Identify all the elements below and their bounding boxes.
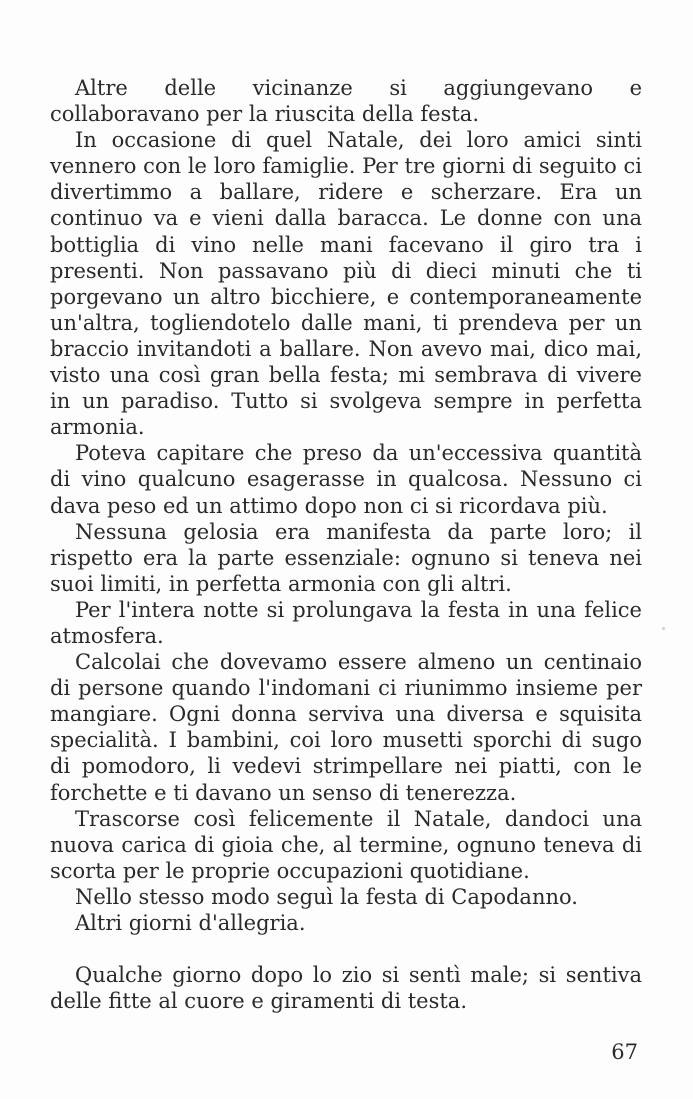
paragraph: Nessuna gelosia era manifesta da parte loro; il rispetto era la parte essenziale: ognuno si teneva nei suoi limiti, in perfetta armonia con gli altri. bbox=[50, 519, 642, 596]
paragraph: In occasione di quel Natale, dei loro amici sinti vennero con le loro famiglie. Per tre giorni di seguito ci divertimmo a ballare, ridere e scherzare. Era un continuo va e vieni dalla baracca. Le donne con una bottiglia di vino nelle mani facevano il giro tra i presenti. Non passavano più di dieci minuti che ti porgevano un altro bicchiere, e contemporaneamente un'altra, togliendotelo dalle mani, ti prendeva per un braccio invitandoti a ballare. Non avevo mai, dico mai, visto una così gran bella festa; mi sembrava di vivere in un paradiso. Tutto si svolgeva sempre in perfetta armonia. bbox=[50, 128, 642, 440]
paragraph: Calcolai che dovevamo essere almeno un centinaio di persone quando l'indomani ci riunimmo insieme per mangiare. Ogni donna serviva una diversa e squisita specialità. I bambini, coi loro musetti sporchi di sugo di pomodoro, li vedevi strimpellare nei piatti, con le forchette e ti davano un senso di tenerezza. bbox=[50, 650, 642, 805]
paragraph: Per l'intera notte si prolungava la festa in una felice atmosfera. bbox=[50, 597, 642, 648]
paragraph: Trascorse così felicemente il Natale, dandoci una nuova carica di gioia che, al termine, ognuno teneva di scorta per le proprie occupazioni quotidiane. bbox=[50, 806, 642, 883]
paper-speck bbox=[662, 627, 665, 630]
paragraph: Qualche giorno dopo lo zio si sentì male; si sentiva delle fitte al cuore e giramenti di testa. bbox=[50, 963, 642, 1014]
page-number: 67 bbox=[611, 1040, 638, 1064]
paragraph: Altri giorni d'allegria. bbox=[75, 911, 306, 935]
paragraph: Nello stesso modo seguì la festa di Capodanno. bbox=[75, 884, 578, 909]
body-text bbox=[50, 75, 642, 1014]
paragraph: Altre delle vicinanze si aggiungevano e collaboravano per la riuscita della festa. bbox=[50, 76, 642, 127]
section-break bbox=[50, 936, 642, 962]
paragraph: Poteva capitare che preso da un'eccessiva quantità di vino qualcuno esagerasse in qualcosa. Nessuno ci dava peso ed un attimo dopo non ci si ricordava più. bbox=[50, 441, 642, 518]
